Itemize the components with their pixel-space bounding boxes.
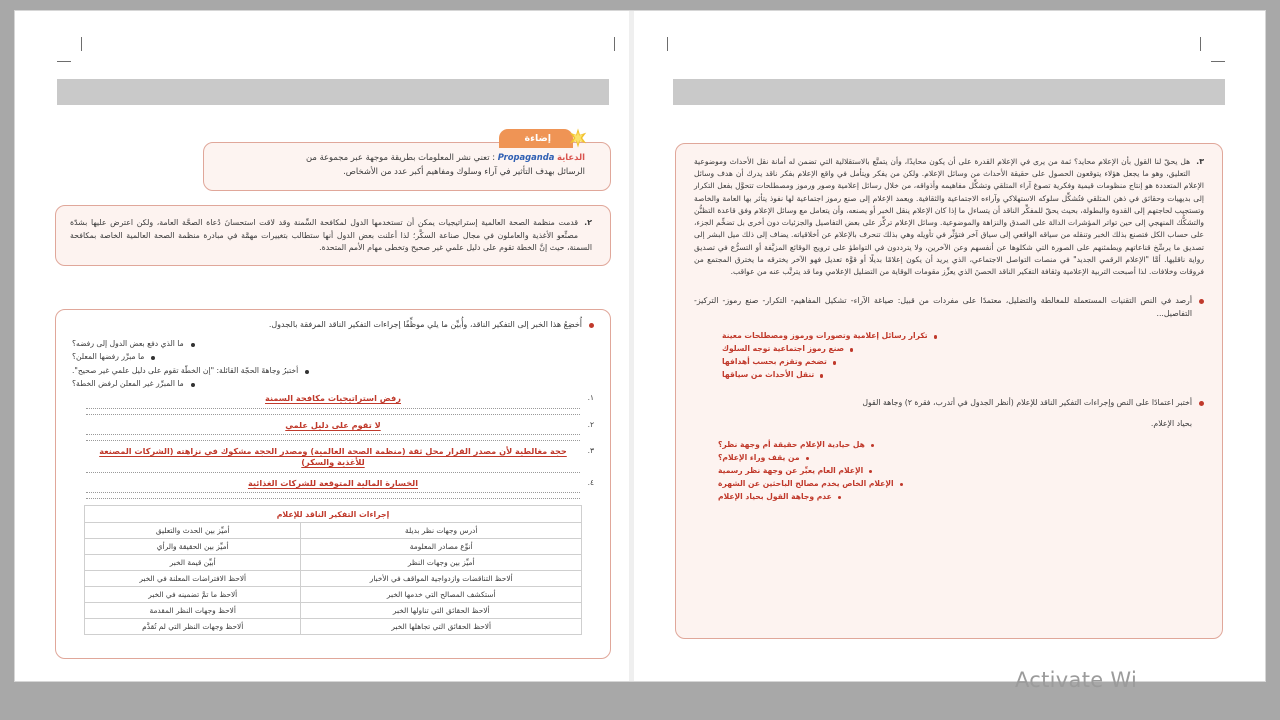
answer-text: رفض استراتيجيات مكافحة السمنة bbox=[265, 392, 401, 403]
bullet-dot-icon bbox=[589, 323, 594, 328]
bullet-dot-icon bbox=[838, 496, 841, 499]
task-2-answer-text: الإعلام الخاص يخدم مصالح الباحثين عن الشهرة bbox=[718, 478, 894, 488]
list-item bbox=[722, 370, 1204, 379]
page-header-band bbox=[673, 79, 1225, 105]
table-cell-left: أميِّز بين الحدث والتعليق bbox=[85, 523, 301, 539]
answer-row[interactable] bbox=[72, 393, 594, 404]
table-row bbox=[85, 571, 582, 587]
list-item bbox=[718, 466, 1204, 475]
task-2-answer-text: هل حيادية الإعلام حقيقة أم وجهة نظر؟ bbox=[718, 439, 865, 449]
task-2-answer-text: من يقف وراء الإعلام؟ bbox=[718, 452, 800, 462]
bullet-dot-icon bbox=[1199, 401, 1204, 406]
crop-mark-vertical bbox=[81, 37, 82, 51]
task-1-text: أرصد في النص التقنيات المستعملة للمغالطة والتضليل، معتمدًا على مفردات من قبيل: صياغة الآراء- تشكيل المفاهيم- التكرار- صنع رموز- التركيز- التفاصيل... bbox=[694, 296, 1192, 318]
question-2-box bbox=[55, 205, 611, 266]
list-item bbox=[718, 492, 1204, 501]
term-arabic: الدعاية bbox=[557, 152, 585, 162]
table-cell-right: أستكشف المصالح التي خدمها الخبر bbox=[301, 587, 582, 603]
list-item bbox=[722, 357, 1204, 366]
answer-row[interactable] bbox=[72, 446, 594, 468]
windows-activation-watermark: Activate Wi bbox=[1015, 668, 1138, 692]
bullet-dot-icon bbox=[869, 470, 872, 473]
table-cell-left: ألاحظ وجهات النظر المقدمة bbox=[85, 603, 301, 619]
star-icon bbox=[567, 127, 589, 149]
procedures-table bbox=[84, 505, 582, 635]
list-item bbox=[72, 366, 594, 375]
crop-mark-vertical bbox=[614, 37, 615, 51]
table-cell-right: ألاحظ الحقائق التي تجاهلها الخبر bbox=[301, 619, 582, 635]
crop-mark-horizontal bbox=[57, 61, 71, 62]
table-row bbox=[85, 555, 582, 571]
dotted-writing-line bbox=[86, 492, 580, 493]
list-item bbox=[72, 339, 594, 348]
bullet-dot-icon bbox=[820, 374, 823, 377]
table-cell-right: أميِّز بين وجهات النظر bbox=[301, 555, 582, 571]
table-cell-right: أدرس وجهات نظر بديلة bbox=[301, 523, 582, 539]
bullet-dot-icon bbox=[850, 348, 853, 351]
document-surface bbox=[14, 10, 1266, 682]
bullet-dot-icon bbox=[833, 361, 836, 364]
table-cell-left: ألاحظ وجهات النظر التي لم تُقدَّم bbox=[85, 619, 301, 635]
page-gutter bbox=[629, 11, 634, 681]
list-item bbox=[72, 352, 594, 361]
term-english: Propaganda bbox=[497, 152, 555, 162]
sub-question-text: ما الذي دفع بعض الدول إلى رفضه؟ bbox=[72, 338, 184, 348]
task-2-answer-list bbox=[718, 440, 1204, 501]
answer-text: الخسارة المالية المتوقعة للشركات الغذائية bbox=[247, 477, 419, 488]
answer-text: حجة مغالطية لأن مصدر القرار محل ثقة (منظمة الصحة العالمية) ومصدر الحجة مشكوك في نزاهته (الشركات المصنعة للأغذية والسكر) bbox=[99, 446, 567, 468]
table-cell-right: أنوِّع مصادر المعلومة bbox=[301, 539, 582, 555]
table-cell-left: أميِّز بين الحقيقة والرأي bbox=[85, 539, 301, 555]
crop-mark-vertical bbox=[1200, 37, 1201, 51]
task-2-text-line-2: بحياد الإعلام. bbox=[1150, 419, 1192, 429]
bullet-dot-icon bbox=[151, 356, 155, 360]
bullet-dot-icon bbox=[871, 444, 874, 447]
crop-mark-horizontal bbox=[1211, 61, 1225, 62]
list-item bbox=[718, 453, 1204, 462]
dotted-writing-line bbox=[86, 440, 580, 441]
question-3-block bbox=[694, 156, 1204, 278]
table-cell-left: أبيِّن قيمة الخبر bbox=[85, 555, 301, 571]
page-header-band bbox=[57, 79, 609, 105]
task-2-item bbox=[694, 397, 1204, 410]
bullet-dot-icon bbox=[191, 383, 195, 387]
bullet-dot-icon bbox=[934, 335, 937, 338]
question-2-text bbox=[70, 217, 592, 255]
bullet-dot-icon bbox=[806, 457, 809, 460]
answer-number: ١. bbox=[587, 392, 594, 402]
question-2-number: ٢. bbox=[584, 218, 592, 227]
answer-lines-group bbox=[72, 393, 594, 499]
question-3-text: هل يحقّ لنا القول بأن الإعلام محايد؟ ثمة من يرى في الإعلام القدرة على أن يكون محايدًا، وأن يتمتَّع بالاستقلالية التي تضمن له أمانة نقل الأحداث وموضوعية التعليق، وهو ما يجعل هؤلاء يتوقعون الحصول على حقيقة الأحداث من وسائل الإعلام. ولكن من يفكر ويتأمل في واقع الإعلام بفكر ناقد يدرك أن هدف وسائل الإعلام المتعددة هو إنتاج منظومات قيمية وفكرية تصوغ آراء المتلقي وتشكِّل مفاهيمه وأذواقه، من خلال رسائل إعلامية وصور ورموز ومصطلحات تتحوَّل بفعل التكرار إلى بديهيات وحقائق في ذهن المتلقي فتُشكِّل سلوكه الاستهلاكي وآراءه الاجتماعية والثقافية. ويعمد الإعلام إلى صنع رموز اجتماعية لها نفوذ يتأثر بها العامة والخاصة وتستجيب لحاجتهم إلى القدوة والبطولة، بحيث يحقّ للمفكِّر الناقد أن يتساءل ما إذا كان الإعلام ينقل الخبر أو يصنعه، وأن يتعامل مع وسائل الإعلام وفق قاعدة التظنُّن والتشكُّك المنهجي إلى حين تواتر المؤشرات الدالة على الصدق والنزاهة والموضوعية. وسائل الإعلام تركِّز على بعض التفاصيل والجزئيات دون أخرى بل تضخِّم الجزء، على حساب الكل فتصنع بذلك الخبر وتنقله من سياقه الواقعي إلى سياق آخر فتؤثِّر في تأويله وهي بذلك تنحرف بالإعلام عن أخلاقياته. يضاف إلى ذلك ميل البشر إلى تصديق ما يرسِّخ قناعاتهم ويطمئنهم على الصورة التي شكلوها عن أنفسهم وعن الآخرين، ولا يترددون في التواطؤ على ترويج الوقائع المزيَّفة أو التسرُّع في تصديق رواية ناقليها. أمَّا "الإعلام الرقمي الجديد" في منصات التواصل الاجتماعي، الذي يريد أن يكون إعلامًا بديلًا أو قوَّة تعديل فهو الآخر يخترقه ما يخترق المجتمع من فروقات وخلافات. لذا أصبحت التربية الإعلامية وثقافة التفكير الناقد الحصنَ الذي يعزِّز مقومات الوقاية من التضليل الإعلامي وما قد يترتَّب عنه من عواقب. bbox=[694, 157, 1204, 276]
sub-question-text: ما المبرِّر غير المعلن لرفض الخطة؟ bbox=[72, 379, 184, 389]
list-item bbox=[722, 344, 1204, 353]
answer-row[interactable] bbox=[72, 478, 594, 489]
illumination-block bbox=[203, 129, 611, 191]
dotted-writing-line bbox=[86, 414, 580, 415]
procedures-table-wrapper bbox=[84, 505, 582, 635]
dotted-writing-line bbox=[86, 408, 580, 409]
definition-line-2: الرسائل بهدف التأثير في آراء وسلوك ومفاهيم أكبر عدد من الأشخاص. bbox=[343, 165, 585, 176]
table-cell-right: ألاحظ التناقضات وازدواجية المواقف في الأخبار bbox=[301, 571, 582, 587]
task-1-answer-text: تكرار رسائل إعلامية وتصورات ورموز ومصطلحات معينة bbox=[722, 331, 928, 341]
dotted-writing-line bbox=[86, 498, 580, 499]
sub-question-text: ما مبرِّر رفضها المعلن؟ bbox=[72, 352, 145, 362]
table-row bbox=[85, 603, 582, 619]
task-2-text-line-1: أختبر اعتمادًا على النص وإجراءات التفكير الناقد للإعلام (أنظر الجدول في أتدرب، فقرة ٢) وجاهة القول bbox=[862, 398, 1192, 408]
table-row bbox=[85, 523, 582, 539]
bullet-dot-icon bbox=[1199, 299, 1204, 304]
bullet-dot-icon bbox=[191, 343, 195, 347]
list-item bbox=[72, 379, 594, 388]
table-body bbox=[85, 523, 582, 635]
task-2-answer-text: الإعلام العام يعبِّر عن وجهة نظر رسمية bbox=[718, 465, 864, 475]
answer-text: لا تقوم على دليل علمي bbox=[285, 419, 381, 430]
task-2-answer-text: عدم وجاهة القول بحياد الإعلام bbox=[718, 491, 832, 501]
table-row bbox=[85, 619, 582, 635]
table-row bbox=[85, 587, 582, 603]
sub-question-list bbox=[72, 339, 594, 389]
main-instruction-item bbox=[72, 319, 594, 332]
task-1-answer-text: تنقل الأحداث من سياقها bbox=[722, 370, 815, 380]
right-content-box bbox=[675, 143, 1223, 639]
illumination-tab-label: إضاءة bbox=[524, 133, 551, 144]
table-header-title: إجراءات التفكير الناقد للإعلام bbox=[85, 506, 582, 523]
definition-line-1: : تعني نشر المعلومات بطريقة موجهة عبر مجموعة من bbox=[306, 152, 496, 162]
sub-question-text: أختبرُ وجاهةَ الحجّة القائلة: "إن الخطّة تقوم على دليل علمي غير صحيح". bbox=[72, 365, 299, 375]
answer-row[interactable] bbox=[72, 420, 594, 431]
bullet-dot-icon bbox=[900, 483, 903, 486]
task-1-answer-text: صنع رموز اجتماعية توجه السلوك bbox=[722, 344, 845, 354]
exercise-box bbox=[55, 309, 611, 659]
list-item bbox=[718, 440, 1204, 449]
dotted-writing-line bbox=[86, 472, 580, 473]
answer-number: ٣. bbox=[587, 446, 594, 456]
answer-number: ٢. bbox=[587, 419, 594, 429]
answer-number: ٤. bbox=[587, 477, 594, 487]
table-cell-right: ألاحظ الحقائق التي تناولها الخبر bbox=[301, 603, 582, 619]
main-instruction-text: أُخضِعُ هذا الخبر إلى التفكير الناقد، وأُبيِّن ما يلي موظِّفًا إجراءات التفكير الناقد المرفقة بالجدول. bbox=[268, 320, 582, 329]
task-1-item bbox=[694, 295, 1204, 320]
table-row bbox=[85, 539, 582, 555]
bullet-dot-icon bbox=[305, 370, 309, 374]
dotted-writing-line bbox=[86, 434, 580, 435]
table-cell-left: ألاحظ ما تمَّ تضمينه في الخبر bbox=[85, 587, 301, 603]
table-header-row bbox=[85, 506, 582, 523]
list-item bbox=[722, 331, 1204, 340]
list-item bbox=[718, 479, 1204, 488]
book-page-left bbox=[33, 31, 633, 671]
crop-mark-vertical bbox=[667, 37, 668, 51]
illumination-text bbox=[203, 142, 611, 186]
table-cell-left: ألاحظ الافتراضات المعلنة في الخبر bbox=[85, 571, 301, 587]
question-2-body: قدمت منظمة الصحة العالمية إستراتيجيات يمكن أن تستخدمها الدول لمكافحة السِّمنة وقد لاقت استحسانَ دُعاة الصحَّة العامة، ولكن اعترض عليها بشدّة مصنِّعو الأغذية والعاملون في مجال صناعة السكَّر؛ لذا أعلنت بعض الدول أنها ستطالب بتغييرات مهمَّة في مبادرة منظمة الصحة العالمية الخاصة بمكافحة السمنة، حيث إنَّ الخطة تقوم على دليل علمي غير صحيح وتخطى مهام الأمم المتحدة. bbox=[70, 218, 592, 253]
question-3-number: ٣. bbox=[1196, 157, 1204, 166]
illumination-tab bbox=[499, 129, 573, 148]
task-1-answer-text: تضخم وتقزم بحسب أهدافها bbox=[722, 357, 827, 367]
task-1-answer-list bbox=[722, 331, 1204, 379]
book-page-right bbox=[649, 31, 1249, 671]
